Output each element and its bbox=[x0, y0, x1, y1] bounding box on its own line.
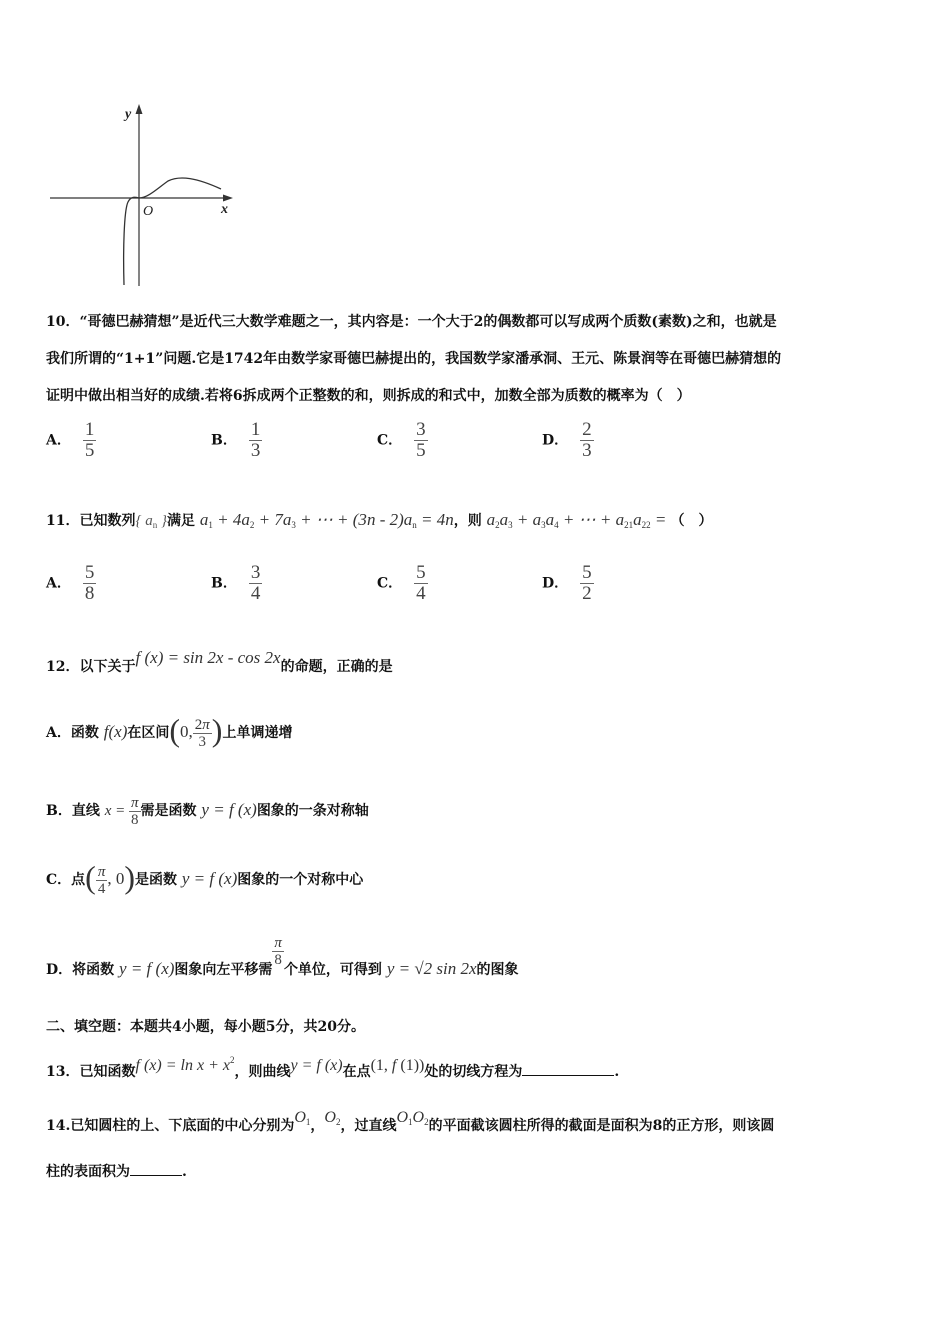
q12-option-b: B．直线 x = $\frac{\pi}{8}$ 需是函数 y = f (x)图象的一条对称轴 bbox=[46, 794, 369, 828]
q14-line2: 柱的表面积为 . bbox=[46, 1164, 187, 1180]
q11-option-d: D． $\frac{5}{2}$ bbox=[542, 562, 592, 604]
q11-equation: $a_1 + 4a_2 + 7a_3$ + ⋯ + $(3n - 2)a_n = 4n$ bbox=[199, 510, 454, 530]
q11-option-b: B． $\frac{3}{4}$ bbox=[211, 562, 261, 604]
q10-option-c: C． $\frac{3}{5}$ bbox=[377, 419, 426, 461]
function-graph bbox=[45, 100, 245, 290]
q10-line1: 10．“哥德巴赫猜想”是近代三大数学难题之一，其内容是：一个大于2的偶数都可以写成两个质数(素数)之和，也就是 bbox=[46, 314, 777, 330]
q11-sum: $a_2a_3 + a_3a_4$ + ⋯ + $a_{21}a_{22}$ = bbox=[486, 510, 671, 530]
q14-line1: 14.已知圆柱的上、下底面的中心分别为$O_1$，$O_2$，过直线$O_1O_2$的平面截该圆柱所得的截面是面积为8的正方形，则该圆 bbox=[46, 1109, 775, 1134]
section2-heading: 二、填空题：本题共4小题，每小题5分，共20分。 bbox=[46, 1019, 365, 1035]
q12-option-a: A．函数 f(x)在区间(0, $\frac{2\pi}{3}$ )上单调递增 bbox=[46, 712, 293, 750]
y-axis-arrow bbox=[136, 104, 143, 114]
q11-option-a: A． $\frac{5}{8}$ bbox=[46, 562, 95, 604]
q10-option-a: A． $\frac{1}{5}$ bbox=[46, 419, 95, 461]
q11-option-c: C． $\frac{5}{4}$ bbox=[377, 562, 426, 604]
q12-option-d: D．将函数 y = f (x)图象向左平移需 $\frac{\pi}{8}$ 个单位，可得到 y = √2 sin 2x的图象 bbox=[46, 935, 519, 978]
function-curve bbox=[124, 178, 221, 285]
q10-option-d: D． $\frac{2}{3}$ bbox=[542, 419, 592, 461]
q12-option-c: C．点( $\frac{\pi}{4}$ , 0)是函数 y = f (x)图象的一个对称中心 bbox=[46, 859, 364, 897]
q10-option-b: B． $\frac{1}{3}$ bbox=[211, 419, 261, 461]
q14-answer-blank[interactable] bbox=[130, 1175, 182, 1176]
x-axis-arrow bbox=[223, 195, 233, 202]
q10-line2: 我们所谓的“1+1”问题.它是1742年由数学家哥德巴赫提出的，我国数学家潘承洞、王元、陈景润等在哥德巴赫猜想的 bbox=[46, 351, 782, 367]
q13-answer-blank[interactable] bbox=[522, 1075, 614, 1076]
q13-stem: 13．已知函数f $(x) = \ln x + x^2$，则曲线y = f (x)在点(1, f (1))处的切线方程为 . bbox=[46, 1055, 620, 1080]
q12-stem: 12．以下关于f (x) = sin 2x - cos 2x的命题，正确的是 bbox=[46, 648, 393, 675]
x-axis-label: x bbox=[221, 202, 228, 217]
origin-label: O bbox=[143, 204, 154, 219]
q10-line3: 证明中做出相当好的成绩.若将6拆成两个正整数的和，则拆成的和式中，加数全部为质数的概率为（ ） bbox=[46, 388, 691, 404]
y-axis-label: y bbox=[125, 107, 132, 122]
q11-stem: 11．已知数列{ $a_n$ }满足 $a_1 + 4a_2 + 7a_3$ + ⋯ + $(3n - 2)a_n = 4n$，则 $a_2a_3 + a_3a_4$ + ⋯ + $a_{21}a_{22}$ = （ ） bbox=[46, 510, 713, 530]
